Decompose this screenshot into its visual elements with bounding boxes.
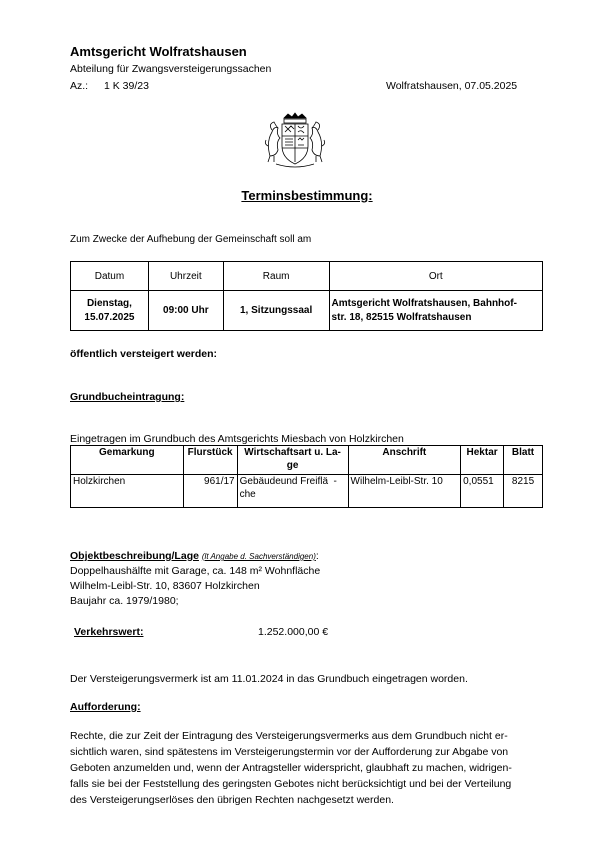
appointment-time: 09:00 Uhr [148,291,223,331]
appointment-table [70,261,543,331]
table-row [71,475,543,508]
cell-hektar: 0,0551 [461,475,504,508]
column-header-hektar: Hektar [461,446,504,475]
cell-anschrift: Wilhelm-Leibl-Str. 10 [348,475,461,508]
request-heading: Aufforderung: [70,701,141,713]
column-header-flurstueck: Flurstück [183,446,237,475]
department-name: Abteilung für Zwangsversteigerungssachen [70,63,272,75]
object-address-line: Wilhelm-Leibl-Str. 10, 83607 Holzkirchen [70,580,260,592]
paragraph-line: falls sie bei der Feststellung des geringsten Gebotes nicht berücksichtigt und bei der Verteilung [70,778,512,790]
object-description-heading [70,550,319,562]
intro-text: Zum Zwecke der Aufhebung der Gemeinschaft soll am [70,234,312,245]
request-paragraph [70,728,540,808]
table-row [71,291,543,331]
column-header-blatt: Blatt [504,446,543,475]
appointment-weekday: Dienstag, [86,297,132,309]
column-header-time: Uhrzeit [148,262,223,291]
place-and-date: Wolfratshausen, 07.05.2025 [386,80,518,92]
paragraph-line: Rechte, die zur Zeit der Eintragung des Versteigerungsvermerks aus dem Grundbuch nicht er- [70,730,508,742]
land-register-intro: Eingetragen im Grundbuch des Amtsgerichts Miesbach von Holzkirchen [70,433,404,445]
cell-gemarkung: Holzkirchen [71,475,184,508]
object-description-title: Objektbeschreibung/Lage [70,550,199,562]
cell-wirtschaftsart-line1: Gebäudeund Freiflä - [239,476,337,487]
table-row [71,262,543,291]
appointment-room: 1, Sitzungssaal [223,291,329,331]
column-header-gemarkung: Gemarkung [71,446,184,475]
document-title: Terminsbestimmung: [241,188,373,203]
appointment-place [329,291,542,331]
appointment-date-value: 15.07.2025 [84,311,135,323]
appointment-place-line1: Amtsgericht Wolfratshausen, Bahnhof- [331,297,517,309]
cell-flurstueck: 961/17 [183,475,237,508]
object-description-line: Doppelhaushälfte mit Garage, ca. 148 m² Wohnfläche [70,565,321,577]
table-row [71,446,543,475]
market-value: 1.252.000,00 € [258,626,329,638]
column-header-wirtschaftsart-line2: ge [286,460,299,471]
cell-wirtschaftsart [237,475,348,508]
appointment-date [71,291,149,331]
cell-blatt: 8215 [504,475,543,508]
cell-wirtschaftsart-line2: che [239,489,256,500]
case-number-label: Az.: [70,80,89,92]
auctioned-statement: öffentlich versteigert werden: [70,348,218,360]
column-header-place: Ort [329,262,542,291]
appointment-place-line2: str. 18, 82515 Wolfratshausen [331,311,472,323]
case-number: 1 K 39/23 [104,80,149,92]
paragraph-line: Geboten anzumelden und, wenn der Antragsteller widerspricht, glaubhaft zu machen, widrigen- [70,762,512,774]
object-description-colon: : [315,550,319,562]
object-year-line: Baujahr ca. 1979/1980; [70,595,179,607]
auction-note-text: Der Versteigerungsvermerk ist am 11.01.2024 in das Grundbuch eingetragen worden. [70,673,468,685]
column-header-room: Raum [223,262,329,291]
paragraph-line: des Versteigerungserlöses den übrigen Rechten nachgesetzt werden. [70,794,394,806]
paragraph-line: sichtlich waren, sind spätestens im Versteigerungstermin vor der Aufforderung zur Abgabe von [70,746,509,758]
land-register-heading: Grundbucheintragung: [70,391,185,403]
column-header-wirtschaftsart [237,446,348,475]
column-header-wirtschaftsart-line1: Wirtschaftsart u. La- [244,447,341,458]
column-header-anschrift: Anschrift [348,446,461,475]
land-register-table [70,445,543,508]
court-name: Amtsgericht Wolfratshausen [70,44,247,59]
market-value-label: Verkehrswert: [74,626,144,638]
object-description-note: (lt Angabe d. Sachverständigen) [201,552,316,561]
column-header-date: Datum [71,262,149,291]
bavarian-coat-of-arms-icon [262,112,328,168]
